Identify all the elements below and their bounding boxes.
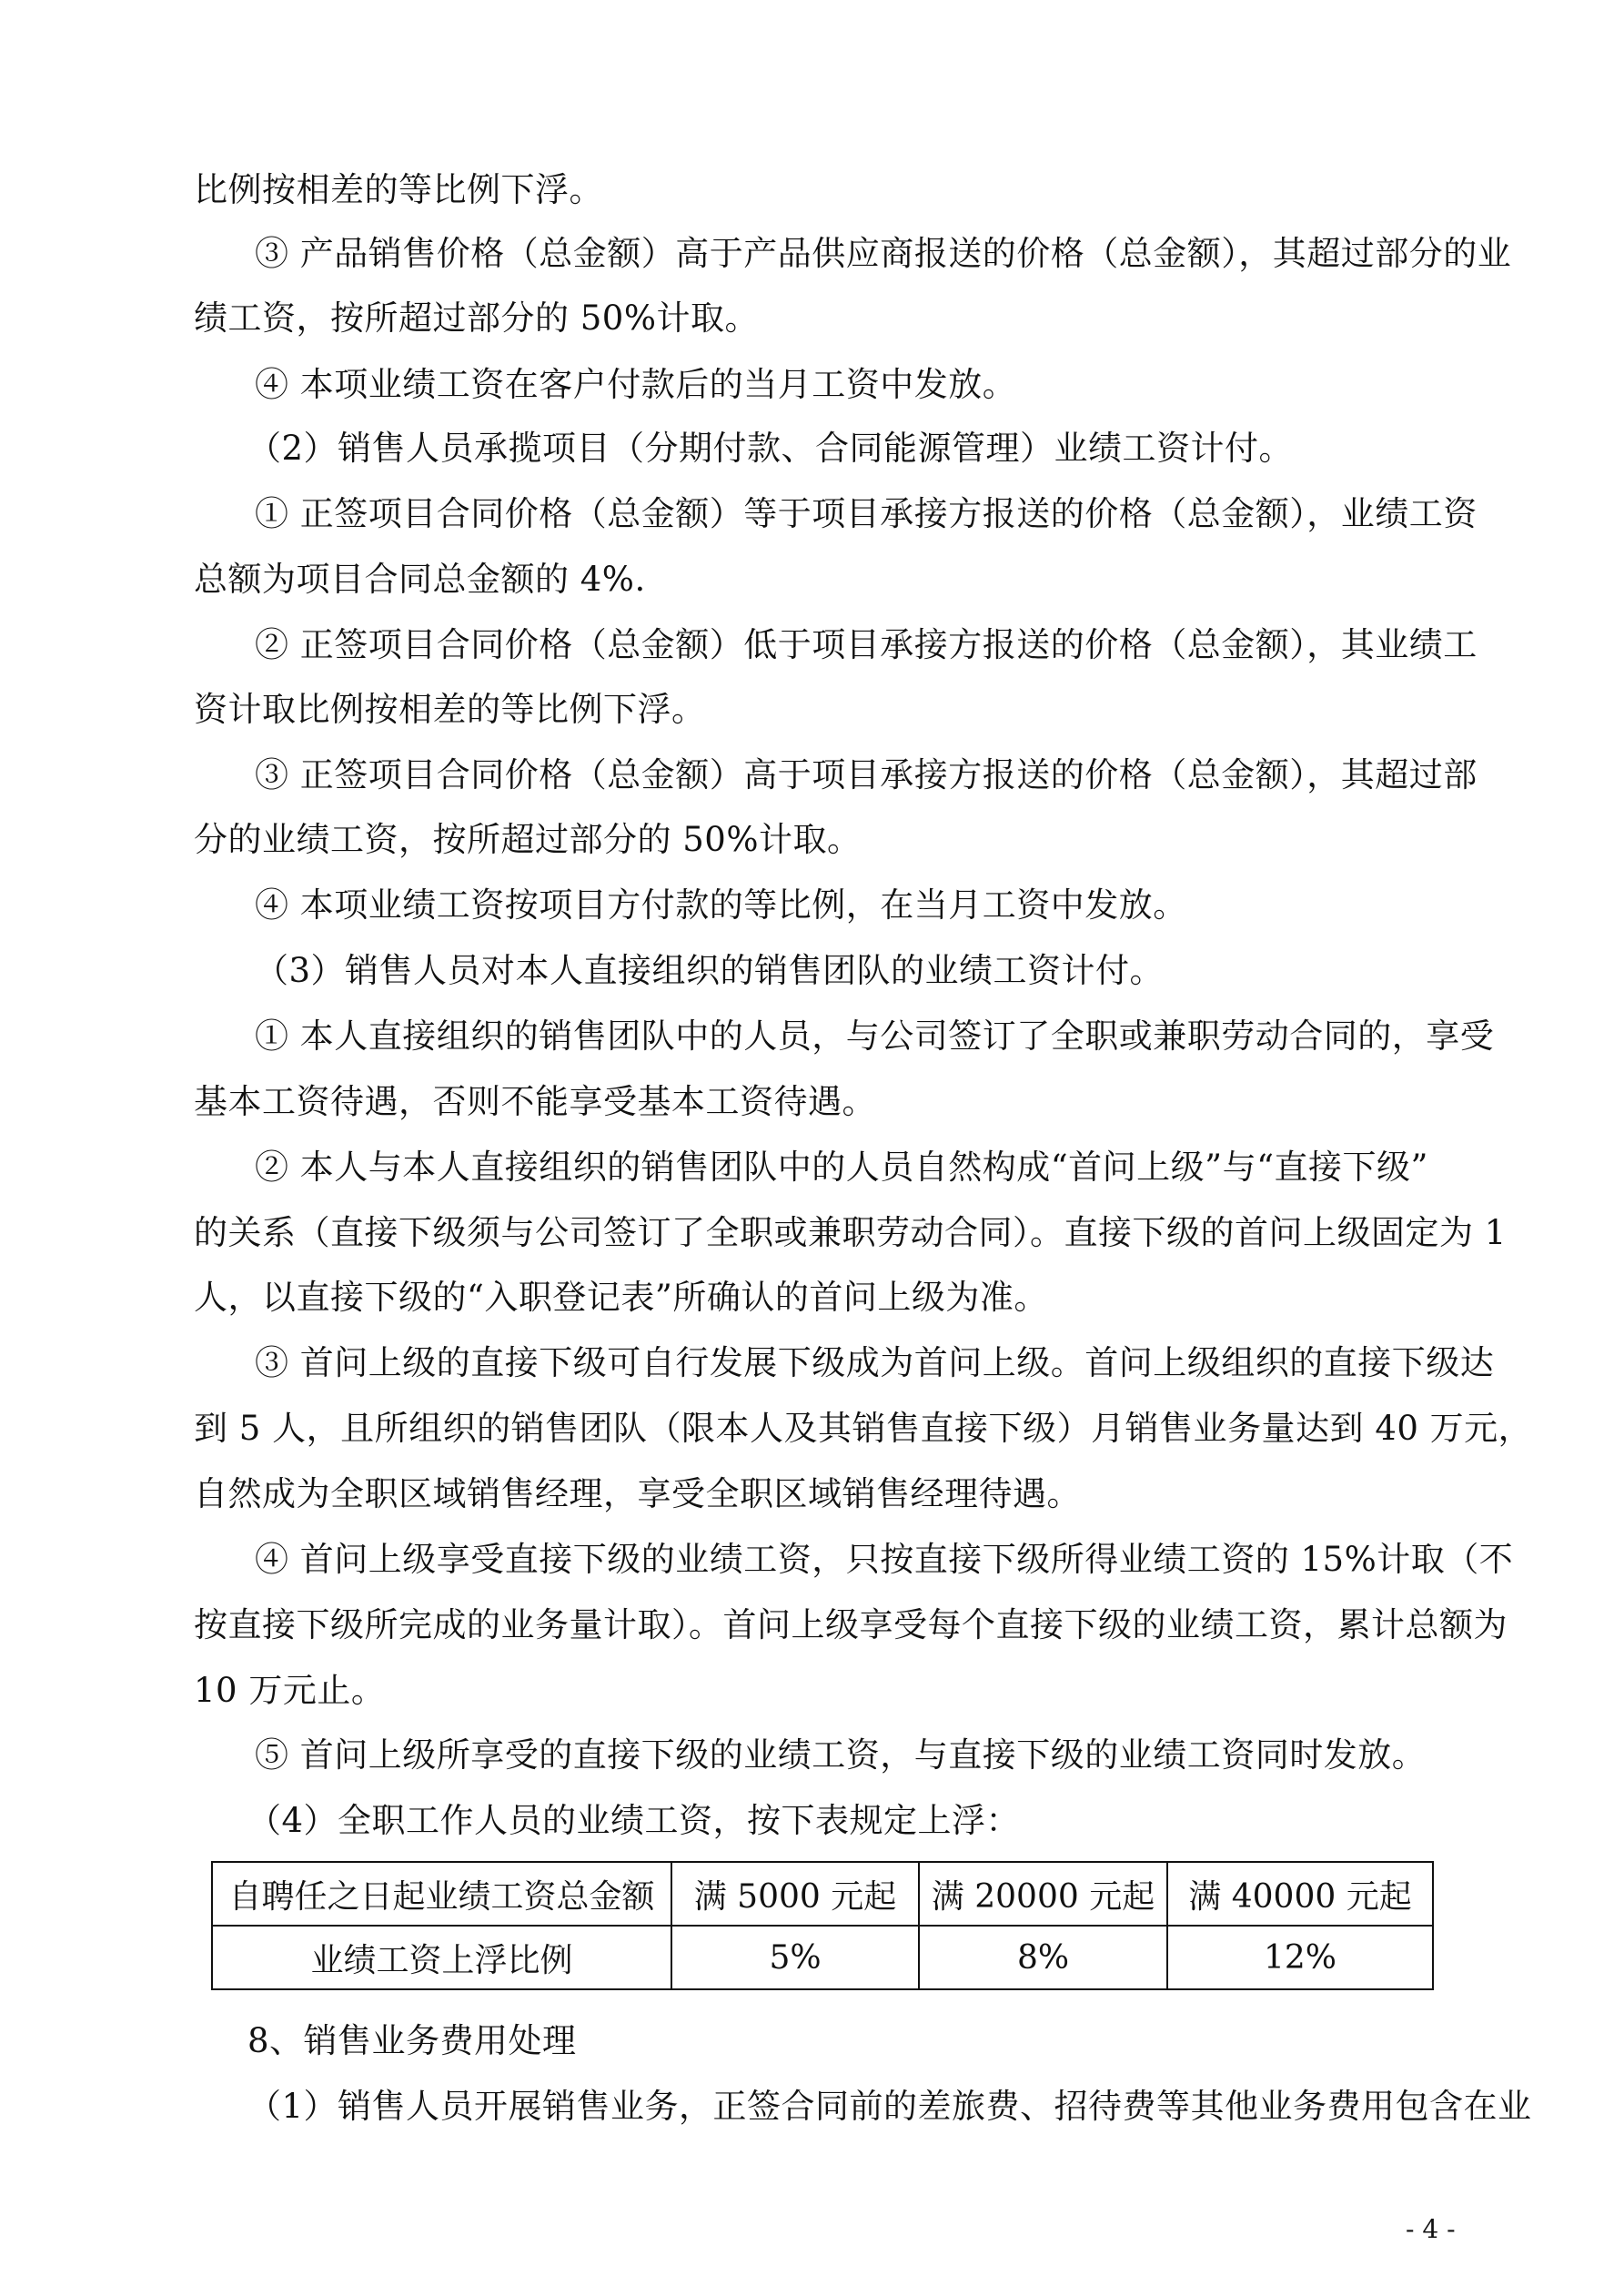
paragraph-line: 绩工资，按所超过部分的 50%计取。 bbox=[194, 298, 759, 338]
paragraph-line: 按直接下级所完成的业务量计取）。首问上级享受每个直接下级的业绩工资，累计总额为 bbox=[194, 1605, 1508, 1644]
table-cell: 满 40000 元起 bbox=[1167, 1862, 1433, 1926]
paragraph-line: ① 本人直接组织的销售团队中的人员，与公司签订了全职或兼职劳动合同的，享受 bbox=[255, 1017, 1495, 1056]
paragraph-line: ③ 首问上级的直接下级可自行发展下级成为首问上级。首问上级组织的直接下级达 bbox=[255, 1343, 1495, 1382]
table-cell: 8% bbox=[919, 1926, 1167, 1989]
paragraph-line: 10 万元止。 bbox=[194, 1671, 386, 1710]
table-cell: 12% bbox=[1167, 1926, 1433, 1989]
paragraph-line: ③ 产品销售价格（总金额）高于产品供应商报送的价格（总金额），其超过部分的业 bbox=[255, 234, 1512, 273]
paragraph-line: 基本工资待遇，否则不能享受基本工资待遇。 bbox=[194, 1082, 876, 1121]
paragraph-line: 人，以直接下级的“入职登记表”所确认的首问上级为准。 bbox=[194, 1278, 1048, 1317]
paragraph-line: 的关系（直接下级须与公司签订了全职或兼职劳动合同）。直接下级的首问上级固定为 1 bbox=[194, 1213, 1507, 1252]
paragraph-line: ④ 首问上级享受直接下级的业绩工资，只按直接下级所得业绩工资的 15%计取（不 bbox=[255, 1540, 1514, 1579]
paragraph-line: ② 本人与本人直接组织的销售团队中的人员自然构成“首问上级”与“直接下级” bbox=[255, 1148, 1428, 1187]
paragraph-line: （4）全职工作人员的业绩工资，按下表规定上浮： bbox=[247, 1801, 1021, 1840]
paragraph-line: （3）销售人员对本人直接组织的销售团队的业绩工资计付。 bbox=[255, 951, 1165, 990]
paragraph-line: 分的业绩工资，按所超过部分的 50%计取。 bbox=[194, 820, 862, 859]
paragraph-line: ③ 正签项目合同价格（总金额）高于项目承接方报送的价格（总金额），其超过部 bbox=[255, 755, 1478, 794]
section-heading: 8、销售业务费用处理 bbox=[247, 2021, 577, 2060]
paragraph-line: ① 正签项目合同价格（总金额）等于项目承接方报送的价格（总金额），业绩工资 bbox=[255, 494, 1478, 533]
paragraph-line: 比例按相差的等比例下浮。 bbox=[194, 170, 603, 209]
table-cell: 自聘任之日起业绩工资总金额 bbox=[212, 1862, 671, 1926]
paragraph-line: ④ 本项业绩工资按项目方付款的等比例，在当月工资中发放。 bbox=[255, 885, 1187, 925]
table-row bbox=[212, 1926, 1433, 1989]
paragraph-line: ② 正签项目合同价格（总金额）低于项目承接方报送的价格（总金额），其业绩工 bbox=[255, 625, 1478, 664]
paragraph-line: ④ 本项业绩工资在客户付款后的当月工资中发放。 bbox=[255, 365, 1017, 404]
table-cell: 满 5000 元起 bbox=[671, 1862, 919, 1926]
paragraph-line: 总额为项目合同总金额的 4%. bbox=[194, 560, 646, 599]
table-cell: 业绩工资上浮比例 bbox=[212, 1926, 671, 1989]
paragraph-line: 自然成为全职区域销售经理，享受全职区域销售经理待遇。 bbox=[194, 1474, 1081, 1513]
paragraph-line: ⑤ 首问上级所享受的直接下级的业绩工资，与直接下级的业绩工资同时发放。 bbox=[255, 1735, 1427, 1775]
paragraph-line: （1）销售人员开展销售业务，正签合同前的差旅费、招待费等其他业务费用包含在业 bbox=[247, 2087, 1532, 2126]
page-number: - 4 - bbox=[1406, 2214, 1456, 2244]
paragraph-line: 资计取比例按相差的等比例下浮。 bbox=[194, 690, 706, 729]
table-cell: 满 20000 元起 bbox=[919, 1862, 1167, 1926]
paragraph-line: 到 5 人，且所组织的销售团队（限本人及其销售直接下级）月销售业务量达到 40 万元， bbox=[194, 1409, 1533, 1448]
table-cell: 5% bbox=[671, 1926, 919, 1989]
table-row bbox=[212, 1862, 1433, 1926]
salary-float-table bbox=[211, 1861, 1434, 1990]
paragraph-line: （2）销售人员承揽项目（分期付款、合同能源管理）业绩工资计付。 bbox=[247, 429, 1294, 468]
